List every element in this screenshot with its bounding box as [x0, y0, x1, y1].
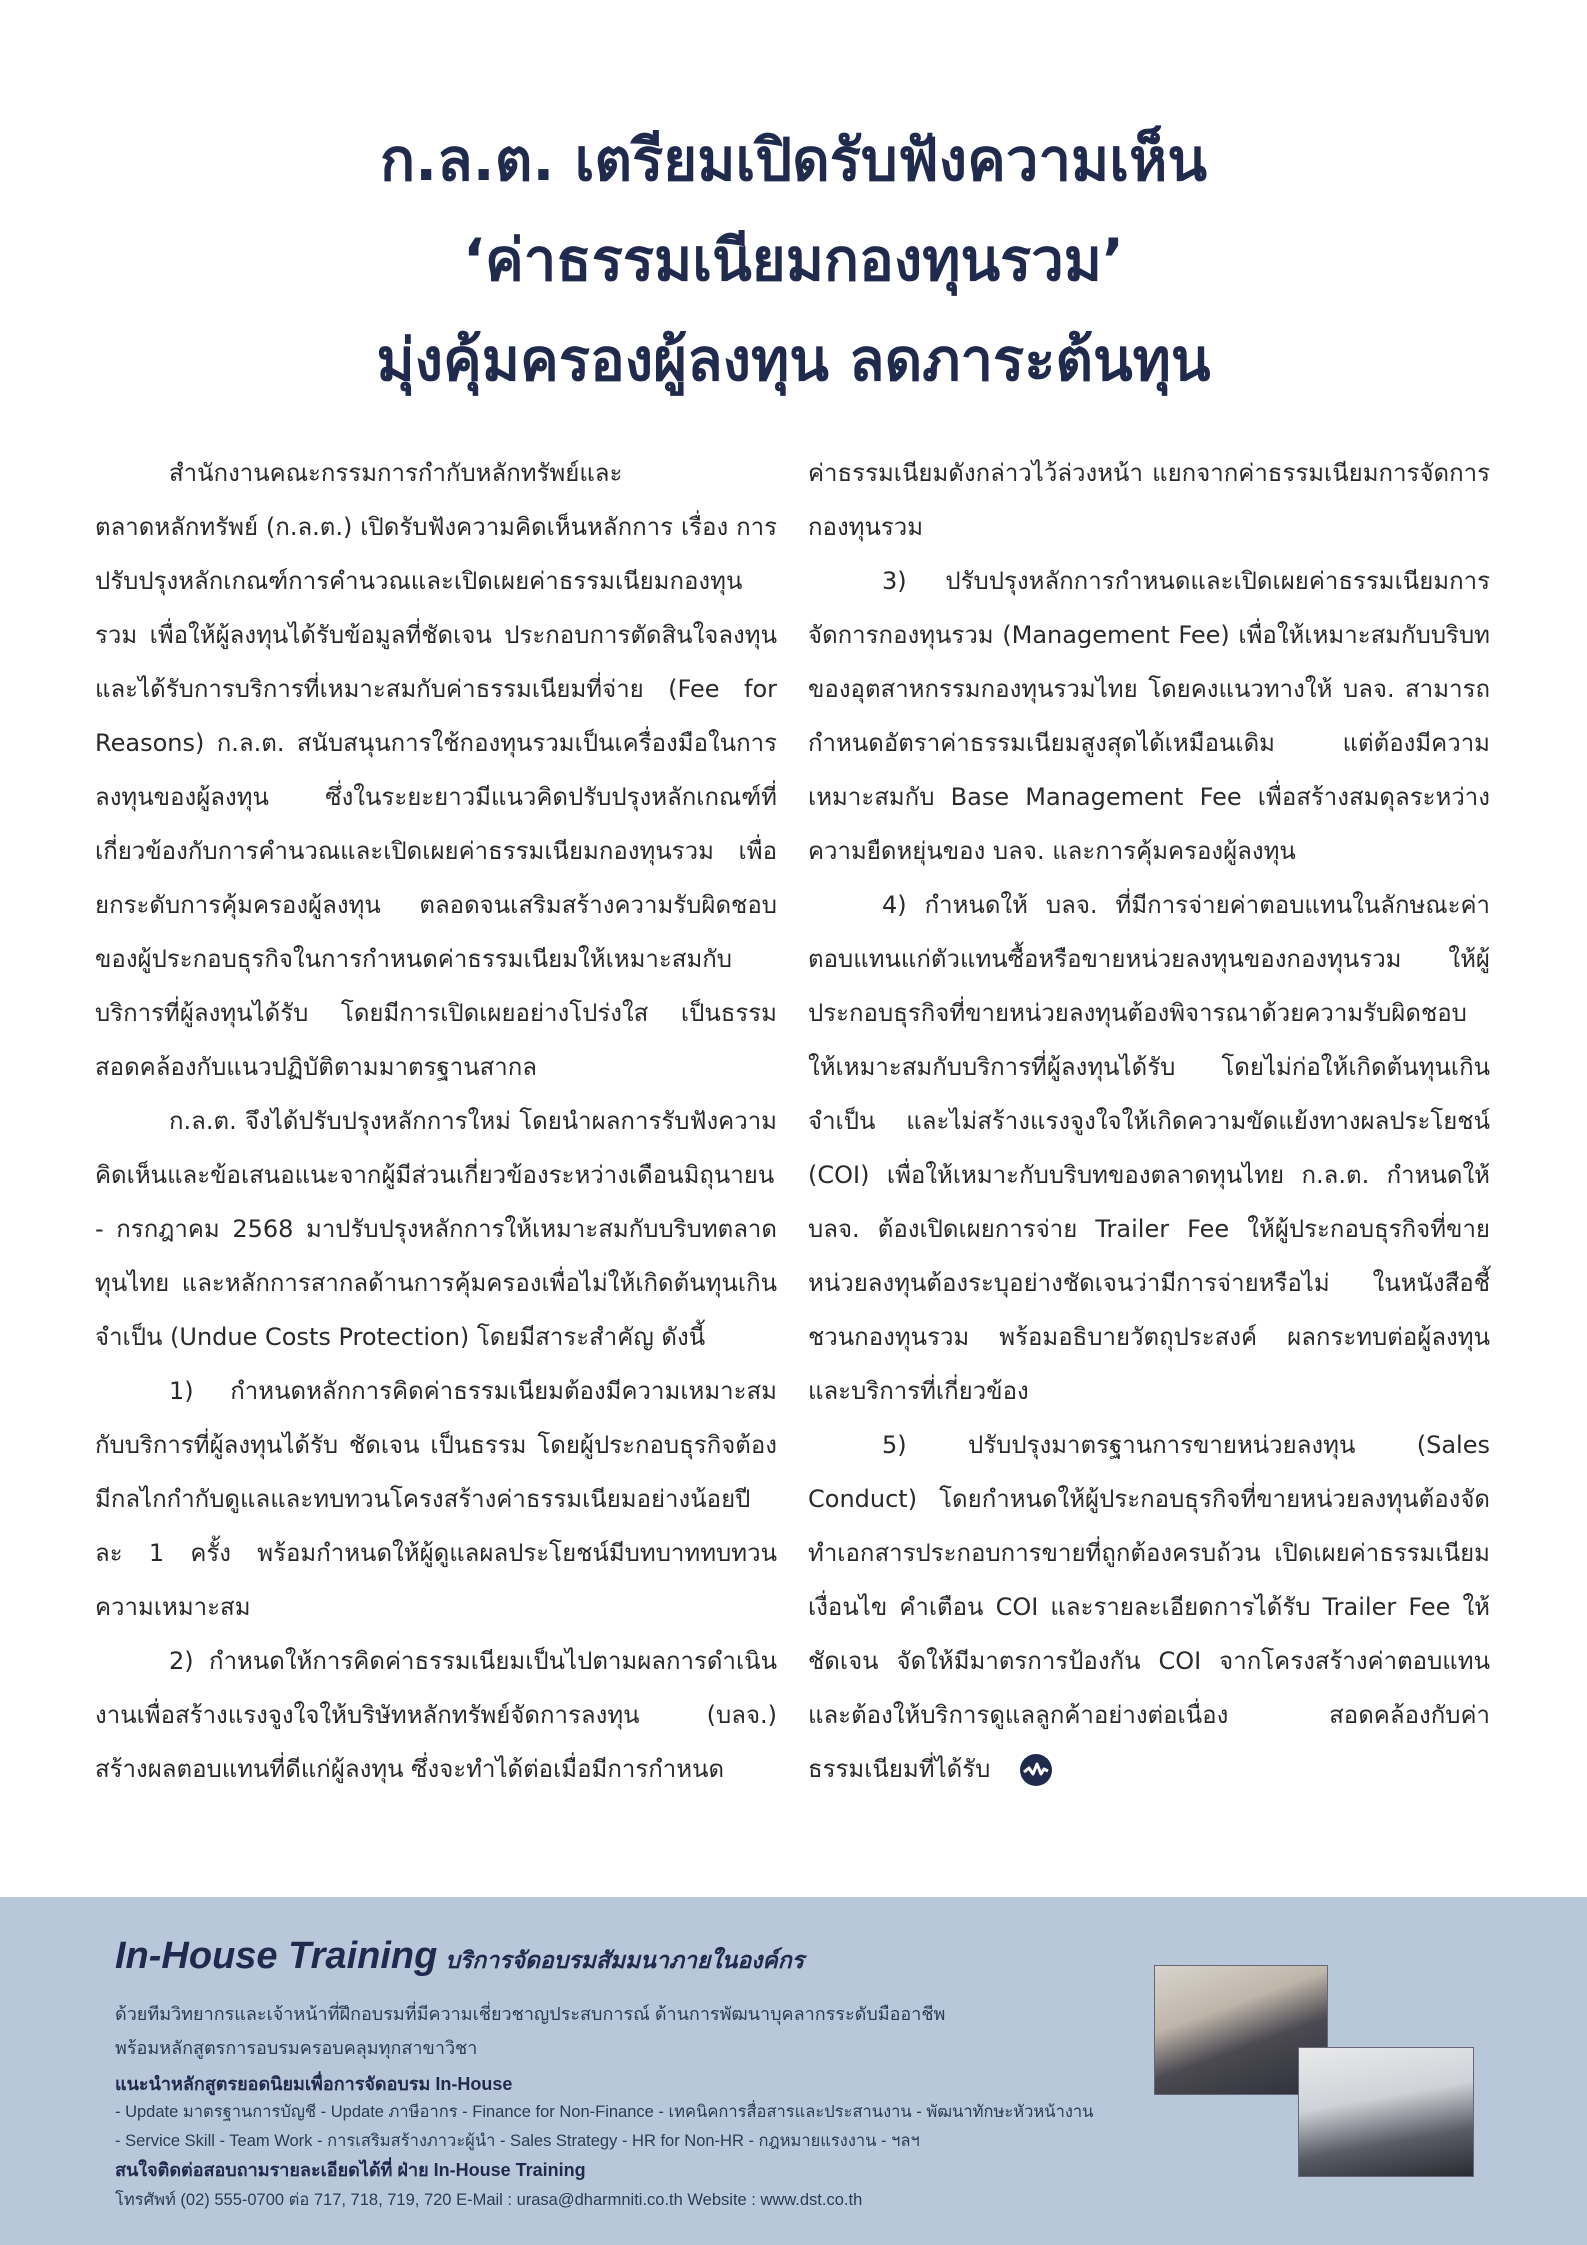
brand-name: In-House Training [115, 1935, 438, 1977]
brand-subtitle: บริการจัดอบรมสัมมนาภายในองค์กร [445, 1947, 805, 1973]
paragraph: 4) กำหนดให้ บลจ. ที่มีการจ่ายค่าตอบแทนในลักษณะค่าตอบแทนแก่ตัวแทนซื้อหรือขายหน่วยลงทุนของกองทุนรวม ให้ผู้ประกอบธุรกิจที่ขายหน่วยลงทุนต้องพิจารณาด้วยความรับผิดชอบให้เหมาะสมกับบริการที่ผู้ลงทุนได้รับ โดยไม่ก่อให้เกิดต้นทุนเกินจำเป็น และไม่สร้างแรงจูงใจให้เกิดความขัดแย้งทางผลประโยชน์ (COI) เพื่อให้เหมาะกับบริบทของตลาดทุนไทย ก.ล.ต. กำหนดให้ บลจ. ต้องเปิดเผยการจ่าย Trailer Fee ให้ผู้ประกอบธุรกิจที่ขายหน่วยลงทุนต้องระบุอย่างชัดเจนว่ามีการจ่ายหรือไม่ ในหนังสือชี้ชวนกองทุนรวม พร้อมอธิบายวัตถุประสงค์ ผลกระทบต่อผู้ลงทุน และบริการที่เกี่ยวข้อง [808, 891, 1490, 1405]
courses-heading: แนะนำหลักสูตรยอดนิยมเพื่อการจัดอบรม In-House [115, 2074, 513, 2094]
article-title [0, 110, 1587, 410]
footer-description-1: ด้วยทีมวิทยากรและเจ้าหน้าที่ฝึกอบรมที่มีความเชี่ยวชาญประสบการณ์ ด้านการพัฒนาบุคลากรระดับมืออาชีพ [115, 2004, 946, 2024]
courses-list-1: - Update มาตรฐานการบัญชี - Update ภาษีอากร - Finance for Non-Finance - เทคนิคการสื่อสารและประสานงาน - พัฒนาทักษะหัวหน้างาน [115, 2103, 1094, 2121]
contact-heading: สนใจติดต่อสอบถามรายละเอียดได้ที่ ฝ่าย In-House Training [115, 2160, 586, 2180]
paragraph-text: 5) ปรับปรุงมาตรฐานการขายหน่วยลงทุน (Sales Conduct) โดยกำหนดให้ผู้ประกอบธุรกิจที่ขายหน่วยลงทุนต้องจัดทำเอกสารประกอบการขายที่ถูกต้องครบถ้วน เปิดเผยค่าธรรมเนียม เงื่อนไข คำเตือน COI และรายละเอียดการได้รับ Trailer Fee ให้ชัดเจน จัดให้มีมาตรการป้องกัน COI จากโครงสร้างค่าตอบแทน และต้องให้บริการดูแลลูกค้าอย่างต่อเนื่อง สอดคล้องกับค่าธรรมเนียมที่ได้รับ [808, 1431, 1490, 1783]
courses-list-2: - Service Skill - Team Work - การเสริมสร้างภาวะผู้นำ - Sales Strategy - HR for Non-HR - กฎหมายแรงงาน - ฯลฯ [115, 2132, 920, 2150]
title-line-3: มุ่งคุ้มครองผู้ลงทุน ลดภาระต้นทุน [376, 326, 1211, 394]
title-line-1: ก.ล.ต. เตรียมเปิดรับฟังความเห็น [379, 126, 1207, 194]
paragraph: 3) ปรับปรุงหลักการกำหนดและเปิดเผยค่าธรรมเนียมการจัดการกองทุนรวม (Management Fee) เพื่อให้เหมาะสมกับบริบทของอุตสาหกรรมกองทุนรวมไทย โดยคงแนวทางให้ บลจ. สามารถกำหนดอัตราค่าธรรมเนียมสูงสุดได้เหมือนเดิม แต่ต้องมีความเหมาะสมกับ Base Management Fee เพื่อสร้างสมดุลระหว่างความยืดหยุ่นของ บลจ. และการคุ้มครองผู้ลงทุน [808, 567, 1490, 865]
paragraph: 2) กำหนดให้การคิดค่าธรรมเนียมเป็นไปตามผลการดำเนินงานเพื่อสร้างแรงจูงใจให้บริษัทหลักทรัพย์จัดการลงทุน (บลจ.) สร้างผลตอบแทนที่ดีแก่ผู้ลงทุน ซึ่งจะทำได้ต่อเมื่อมีการกำหนด [95, 1647, 777, 1783]
paragraph: ก.ล.ต. จึงได้ปรับปรุงหลักการใหม่ โดยนำผลการรับฟังความคิดเห็นและข้อเสนอแนะจากผู้มีส่วนเกี่ยวข้องระหว่างเดือนมิถุนายน - กรกฎาคม 2568 มาปรับปรุงหลักการให้เหมาะสมกับบริบทตลาดทุนไทย และหลักการสากลด้านการคุ้มครองเพื่อไม่ให้เกิดต้นทุนเกินจำเป็น (Undue Costs Protection) โดยมีสาระสำคัญ ดังนี้ [95, 1107, 777, 1351]
article-column-left [95, 446, 777, 1796]
paragraph: สำนักงานคณะกรรมการกำกับหลักทรัพย์และตลาดหลักทรัพย์ (ก.ล.ต.) เปิดรับฟังความคิดเห็นหลักการ เรื่อง การปรับปรุงหลักเกณฑ์การคำนวณและเปิดเผยค่าธรรมเนียมกองทุนรวม เพื่อให้ผู้ลงทุนได้รับข้อมูลที่ชัดเจน ประกอบการตัดสินใจลงทุน และได้รับการบริการที่เหมาะสมกับค่าธรรมเนียมที่จ่าย (Fee for Reasons) ก.ล.ต. สนับสนุนการใช้กองทุนรวมเป็นเครื่องมือในการลงทุนของผู้ลงทุน ซึ่งในระยะยาวมีแนวคิดปรับปรุงหลักเกณฑ์ที่เกี่ยวข้องกับการคำนวณและเปิดเผยค่าธรรมเนียมกองทุนรวม เพื่อยกระดับการคุ้มครองผู้ลงทุน ตลอดจนเสริมสร้างความรับผิดชอบของผู้ประกอบธุรกิจในการกำหนดค่าธรรมเนียมให้เหมาะสมกับบริการที่ผู้ลงทุนได้รับ โดยมีการเปิดเผยอย่างโปร่งใส เป็นธรรม สอดคล้องกับแนวปฏิบัติตามมาตรฐานสากล [95, 459, 777, 1081]
paragraph [808, 1418, 1490, 1796]
title-line-2: ‘ค่าธรรมเนียมกองทุนรวม’ [462, 226, 1125, 294]
contact-details: โทรศัพท์ (02) 555-0700 ต่อ 717, 718, 719, 720 E-Mail : urasa@dharmniti.co.th Website : www.dst.co.th [115, 2191, 863, 2209]
article-column-right [808, 446, 1490, 1796]
paragraph-continuation: ค่าธรรมเนียมดังกล่าวไว้ล่วงหน้า แยกจากค่าธรรมเนียมการจัดการกองทุนรวม [808, 459, 1490, 541]
training-photo-2 [1298, 2047, 1474, 2177]
footer-brand [115, 1935, 804, 1979]
wave-circle-logo-icon [1020, 1754, 1052, 1786]
paragraph: 1) กำหนดหลักการคิดค่าธรรมเนียมต้องมีความเหมาะสมกับบริการที่ผู้ลงทุนได้รับ ชัดเจน เป็นธรรม โดยผู้ประกอบธุรกิจต้องมีกลไกกำกับดูแลและทบทวนโครงสร้างค่าธรรมเนียมอย่างน้อยปีละ 1 ครั้ง พร้อมกำหนดให้ผู้ดูแลผลประโยชน์มีบทบาททบทวนความเหมาะสม [95, 1377, 777, 1621]
footer-description-2: พร้อมหลักสูตรการอบรมครอบคลุมทุกสาขาวิชา [115, 2038, 478, 2058]
